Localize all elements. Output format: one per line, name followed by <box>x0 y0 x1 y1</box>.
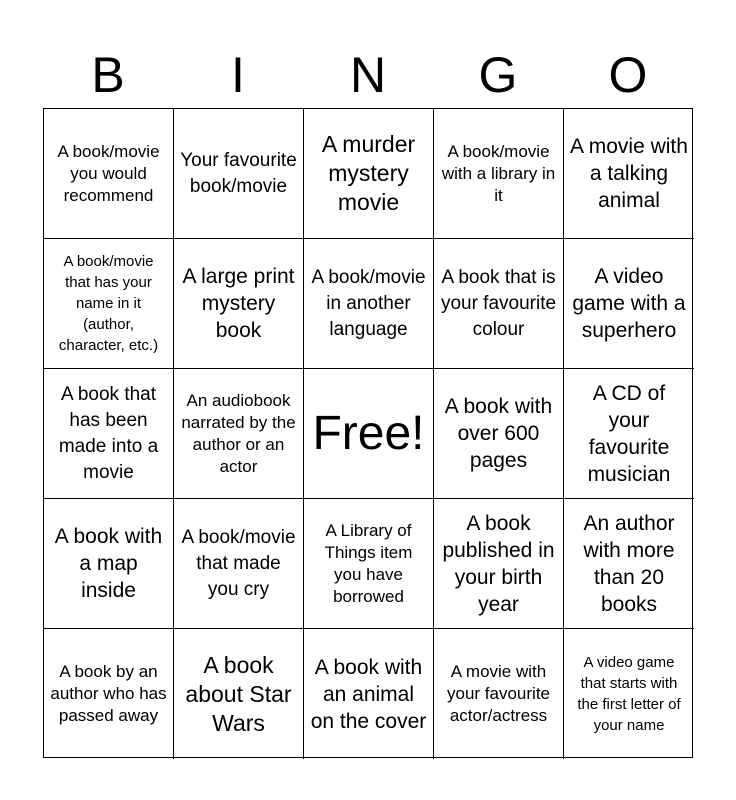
cell-text: A book with an animal on the cover <box>310 655 427 733</box>
cell-text: A book/movie you would recommend <box>57 141 160 205</box>
bingo-header <box>43 44 693 108</box>
cell-text: A book/movie with a library in it <box>441 141 556 205</box>
bingo-cell[interactable] <box>174 239 304 369</box>
cell-text: A murder mystery movie <box>321 131 416 215</box>
cell-text: A movie with your favourite actor/actress <box>447 662 550 725</box>
cell-text: A book that has been made into a movie <box>58 383 159 483</box>
cell-text: A book that is your favourite colour <box>440 266 557 340</box>
bingo-cell[interactable] <box>174 369 304 499</box>
bingo-cell[interactable] <box>564 109 694 239</box>
cell-text: An author with more than 20 books <box>583 511 675 616</box>
bingo-cell[interactable] <box>434 499 564 629</box>
header-letter-g: G <box>478 47 518 103</box>
cell-text: A book published in your birth year <box>442 511 555 616</box>
bingo-cell[interactable] <box>564 239 694 369</box>
cell-text: An audiobook narrated by the author or an actor <box>181 390 296 476</box>
bingo-cell[interactable] <box>304 239 434 369</box>
bingo-cell[interactable] <box>174 629 304 759</box>
cell-text: A video game with a superhero <box>572 265 686 342</box>
bingo-cell[interactable] <box>564 629 694 759</box>
bingo-cell[interactable] <box>44 239 174 369</box>
cell-text: A video game that starts with the first letter of your name <box>577 654 681 734</box>
cell-text: A Library of Things item you have borrowed <box>324 520 413 606</box>
cell-text: Your favourite book/movie <box>180 149 297 197</box>
free-space-text: Free! <box>312 406 425 460</box>
cell-text: A book by an author who has passed away <box>50 662 167 725</box>
cell-text: A movie with a talking animal <box>570 135 688 212</box>
bingo-cell[interactable] <box>434 369 564 499</box>
bingo-cell[interactable] <box>44 109 174 239</box>
bingo-cell[interactable] <box>174 499 304 629</box>
cell-text: A book/movie that made you cry <box>181 526 296 600</box>
cell-text: A book about Star Wars <box>185 651 292 736</box>
header-letter-i: I <box>231 47 245 103</box>
bingo-cell[interactable] <box>434 629 564 759</box>
bingo-cell[interactable] <box>304 109 434 239</box>
bingo-cell[interactable] <box>304 629 434 759</box>
bingo-cell[interactable] <box>304 499 434 629</box>
cell-text: A book with over 600 pages <box>444 395 553 472</box>
cell-text: A book/movie that has your name in it (author, character, etc.) <box>58 253 159 354</box>
bingo-cell[interactable] <box>44 499 174 629</box>
bingo-cell[interactable] <box>564 499 694 629</box>
header-letter-n: N <box>349 47 387 103</box>
cell-text: A book/movie in another language <box>311 266 426 340</box>
bingo-cell[interactable] <box>174 109 304 239</box>
cell-text: A CD of your favourite musician <box>587 381 671 486</box>
bingo-cell[interactable] <box>434 239 564 369</box>
bingo-cell[interactable] <box>564 369 694 499</box>
header-letter-o: O <box>608 47 648 103</box>
header-letter-b: B <box>91 47 125 103</box>
bingo-grid <box>43 108 693 758</box>
cell-text: A book with a map inside <box>54 525 163 602</box>
cell-text: A large print mystery book <box>182 265 295 342</box>
bingo-cell[interactable] <box>44 629 174 759</box>
bingo-cell[interactable] <box>434 109 564 239</box>
bingo-cell[interactable] <box>44 369 174 499</box>
free-space-cell[interactable] <box>304 369 434 499</box>
